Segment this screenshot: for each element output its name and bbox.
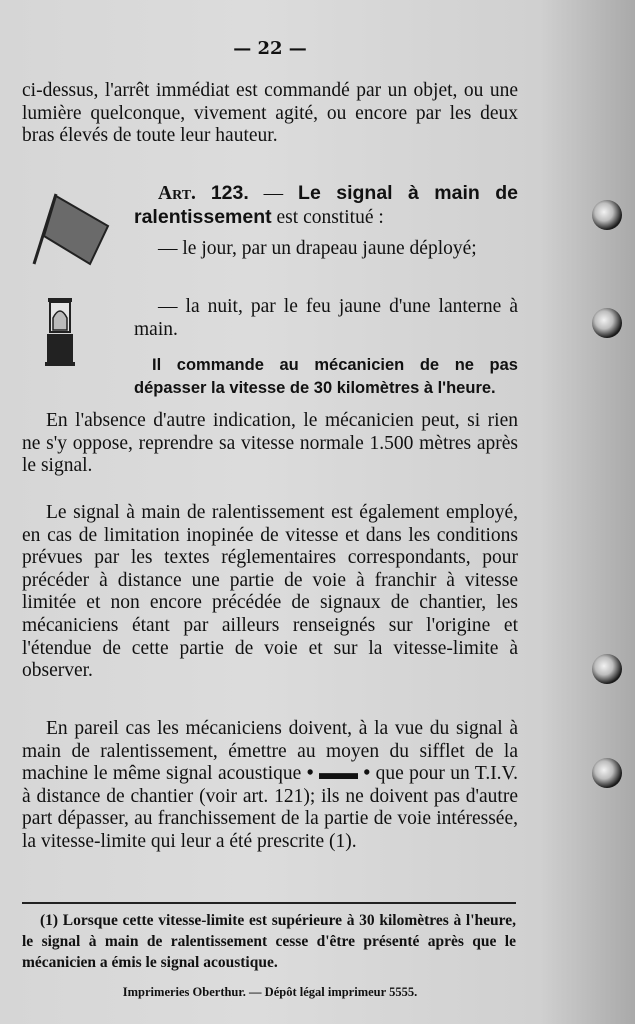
printer-imprint: Imprimeries Oberthur. — Dépôt légal imprimeur 5555. — [122, 985, 418, 999]
page-number: — 22 — — [233, 38, 307, 59]
article-number: 123. — [210, 182, 249, 204]
night-signal-text: — la nuit, par le feu jaune d'une lanterne à main. — [134, 296, 518, 340]
day-signal-text: — le jour, par un drapeau jaune déployé; — [158, 238, 477, 259]
binder-hole — [592, 758, 622, 788]
article-title: Le signal à main de ralentissement — [134, 182, 518, 228]
footnote-divider — [22, 902, 516, 904]
binder-hole — [592, 654, 622, 684]
paragraph-absence: En l'absence d'autre indication, le mécanicien peut, si rien ne s'y oppose, reprendre sa vitesse normale 1.500 mètres après le signal. — [22, 410, 518, 477]
article-title-rest: est constitué : — [271, 206, 384, 228]
flag-icon — [28, 190, 110, 268]
binder-hole — [592, 308, 622, 338]
whistle-text-after: que pour un T.I.V. à distance de chantier (voir art. 121); ils ne doivent pas d'autre part dépasser, au franchissement de la partie de voie intéressée, la vitesse-limite qui leur a été prescrite (1). — [22, 763, 519, 852]
acoustic-signal-symbol: • ▬▬ • — [306, 763, 371, 785]
paragraph-whistle — [22, 718, 518, 854]
binder-hole — [592, 200, 622, 230]
article-dash: — — [248, 183, 299, 204]
article-heading — [134, 182, 518, 229]
intro-paragraph: ci-dessus, l'arrêt immédiat est commandé par un objet, ou une lumière quelconque, vivement agité, ou encore par les deux bras élevés de toute leur hauteur. — [22, 80, 518, 147]
article-prefix: Art. — [158, 183, 196, 204]
footnote: (1) Lorsque cette vitesse-limite est supérieure à 30 kilomètres à l'heure, le signal à main de ralentissement cesse d'être présenté après que le mécanicien a émis le signal acoustique. — [22, 912, 516, 971]
paragraph-employment: Le signal à main de ralentissement est également employé, en cas de limitation inopinée de vitesse et dans les conditions prévues par les textes réglementaires correspondants, pour précéder à distance une partie de voie à franchir à vitesse limitée et non encore précédée de signaux de chantier, les mécaniciens étant par ailleurs renseignés sur l'origine et l'étendue de cette partie de voie et sur la vitesse-limite à observer. — [22, 502, 518, 682]
command-text: Il commande au mécanicien de ne pas dépasser la vitesse de 30 kilomètres à l'heure. — [134, 356, 518, 397]
whistle-text-before: En pareil cas les mécaniciens doivent, à la vue du signal à main de ralentissement, émettre au moyen du sifflet de la machine le même signal acoustique — [22, 718, 518, 785]
lantern-icon — [44, 296, 76, 368]
